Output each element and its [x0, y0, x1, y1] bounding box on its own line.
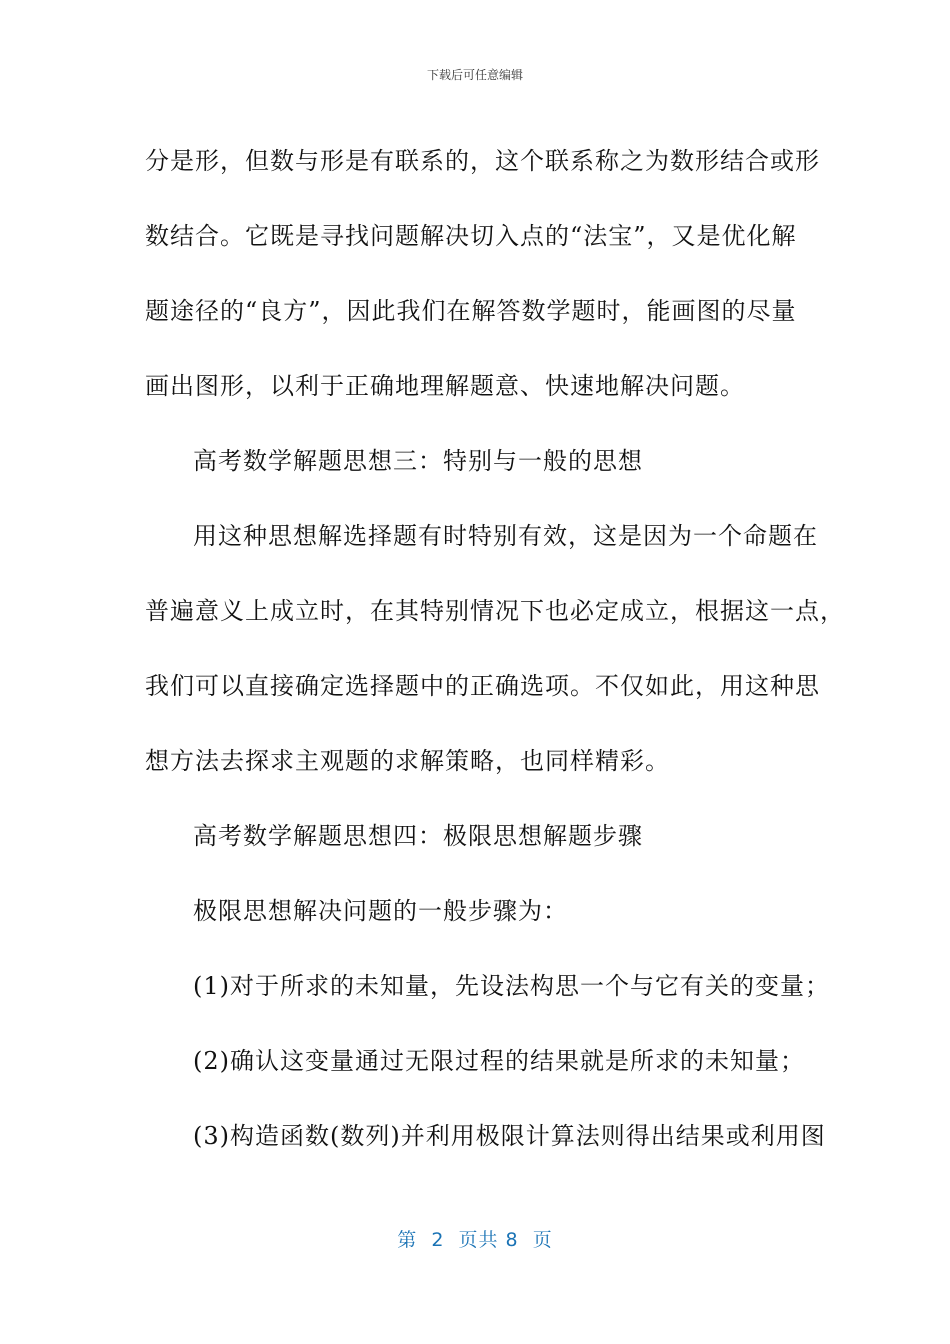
page-number-text: 第 2 页共 8 页	[397, 1229, 553, 1251]
body-line-1: 分是形，但数与形是有联系的，这个联系称之为数形结合或形	[145, 147, 820, 175]
page-header-note: 下载后可任意编辑	[426, 68, 523, 82]
page-number-footer	[0, 1225, 950, 1252]
body-line-8: 我们可以直接确定选择题中的正确选项。不仅如此，用这种思	[145, 672, 820, 700]
step-2: (2)确认这变量通过无限过程的结果就是所求的未知量；	[193, 1047, 805, 1075]
body-line-7: 普遍意义上成立时，在其特别情况下也必定成立，根据这一点，	[145, 597, 845, 625]
step-3: (3)构造函数(数列)并利用极限计算法则得出结果或利用图	[193, 1122, 826, 1150]
body-line-11: 极限思想解决问题的一般步骤为：	[193, 897, 568, 925]
body-line-3: 题途径的“良方”，因此我们在解答数学题时，能画图的尽量	[145, 297, 797, 325]
document-body	[145, 124, 845, 1174]
step-1: (1)对于所求的未知量，先设法构思一个与它有关的变量；	[193, 972, 830, 1000]
body-line-9: 想方法去探求主观题的求解策略，也同样精彩。	[145, 747, 670, 775]
section-heading-3: 高考数学解题思想三：特别与一般的思想	[193, 447, 643, 475]
body-line-6: 用这种思想解选择题有时特别有效，这是因为一个命题在	[193, 522, 818, 550]
body-line-4: 画出图形，以利于正确地理解题意、快速地解决问题。	[145, 372, 745, 400]
body-line-2: 数结合。它既是寻找问题解决切入点的“法宝”，又是优化解	[145, 222, 797, 250]
section-heading-4: 高考数学解题思想四：极限思想解题步骤	[193, 822, 643, 850]
